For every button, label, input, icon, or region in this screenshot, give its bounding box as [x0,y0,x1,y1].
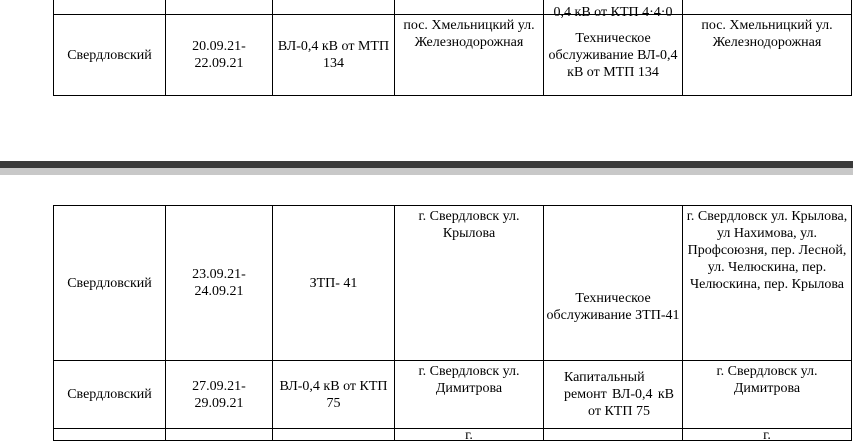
table-row [54,15,852,96]
table-row [54,361,852,429]
work-cell: Техническое обслуживание ВЛ-0,4 кВ от МТП 134 [544,15,683,96]
table-row [54,429,852,441]
page-top [0,0,853,161]
page-bottom [0,175,853,443]
district-cell: Свердловский [54,206,166,361]
work-cell: Техническое обслуживание ЗТП-41 [544,206,683,361]
locality-cell: г. Свердловск ул. Крылова [395,206,544,361]
cut-fragment-bottom-streets: г. [763,428,771,443]
page-separator [0,161,853,168]
locality-cell: г. Свердловск ул. Димитрова [395,361,544,429]
streets-cell: г. Свердловск ул. Крылова, ул Нахимова, ул. Профсоюзня, пер. Лесной, ул. Челюскина, пер. Челюскина, пер. Крылова [683,206,852,361]
object-cell: ЗТП- 41 [273,206,395,361]
object-cell: ВЛ-0,4 кВ от МТП 134 [273,15,395,96]
cut-fragment-top: 0,4 кВ от КТП 4·4·0 [553,5,673,20]
streets-cell: г. Свердловск ул. Димитрова [683,361,852,429]
table-row [54,206,852,361]
table-row [54,0,852,15]
dates-cell: 27.09.21- 29.09.21 [166,361,273,429]
dates-cell: 23.09.21- 24.09.21 [166,206,273,361]
schedule-table-bottom [53,205,852,441]
dates-cell: 20.09.21- 22.09.21 [166,15,273,96]
schedule-table-top [53,0,852,96]
district-cell: Свердловский [54,361,166,429]
object-cell: ВЛ-0,4 кВ от КТП 75 [273,361,395,429]
streets-cell: пос. Хмельницкий ул. Железнодорожная [683,15,852,96]
locality-cell: пос. Хмельницкий ул. Железнодорожная [395,15,544,96]
cut-fragment-bottom-locality: г. [465,428,473,443]
work-cell: Капитальный ремонт ВЛ-0,4 кВ от КТП 75 [544,361,683,429]
district-cell: Свердловский [54,15,166,96]
